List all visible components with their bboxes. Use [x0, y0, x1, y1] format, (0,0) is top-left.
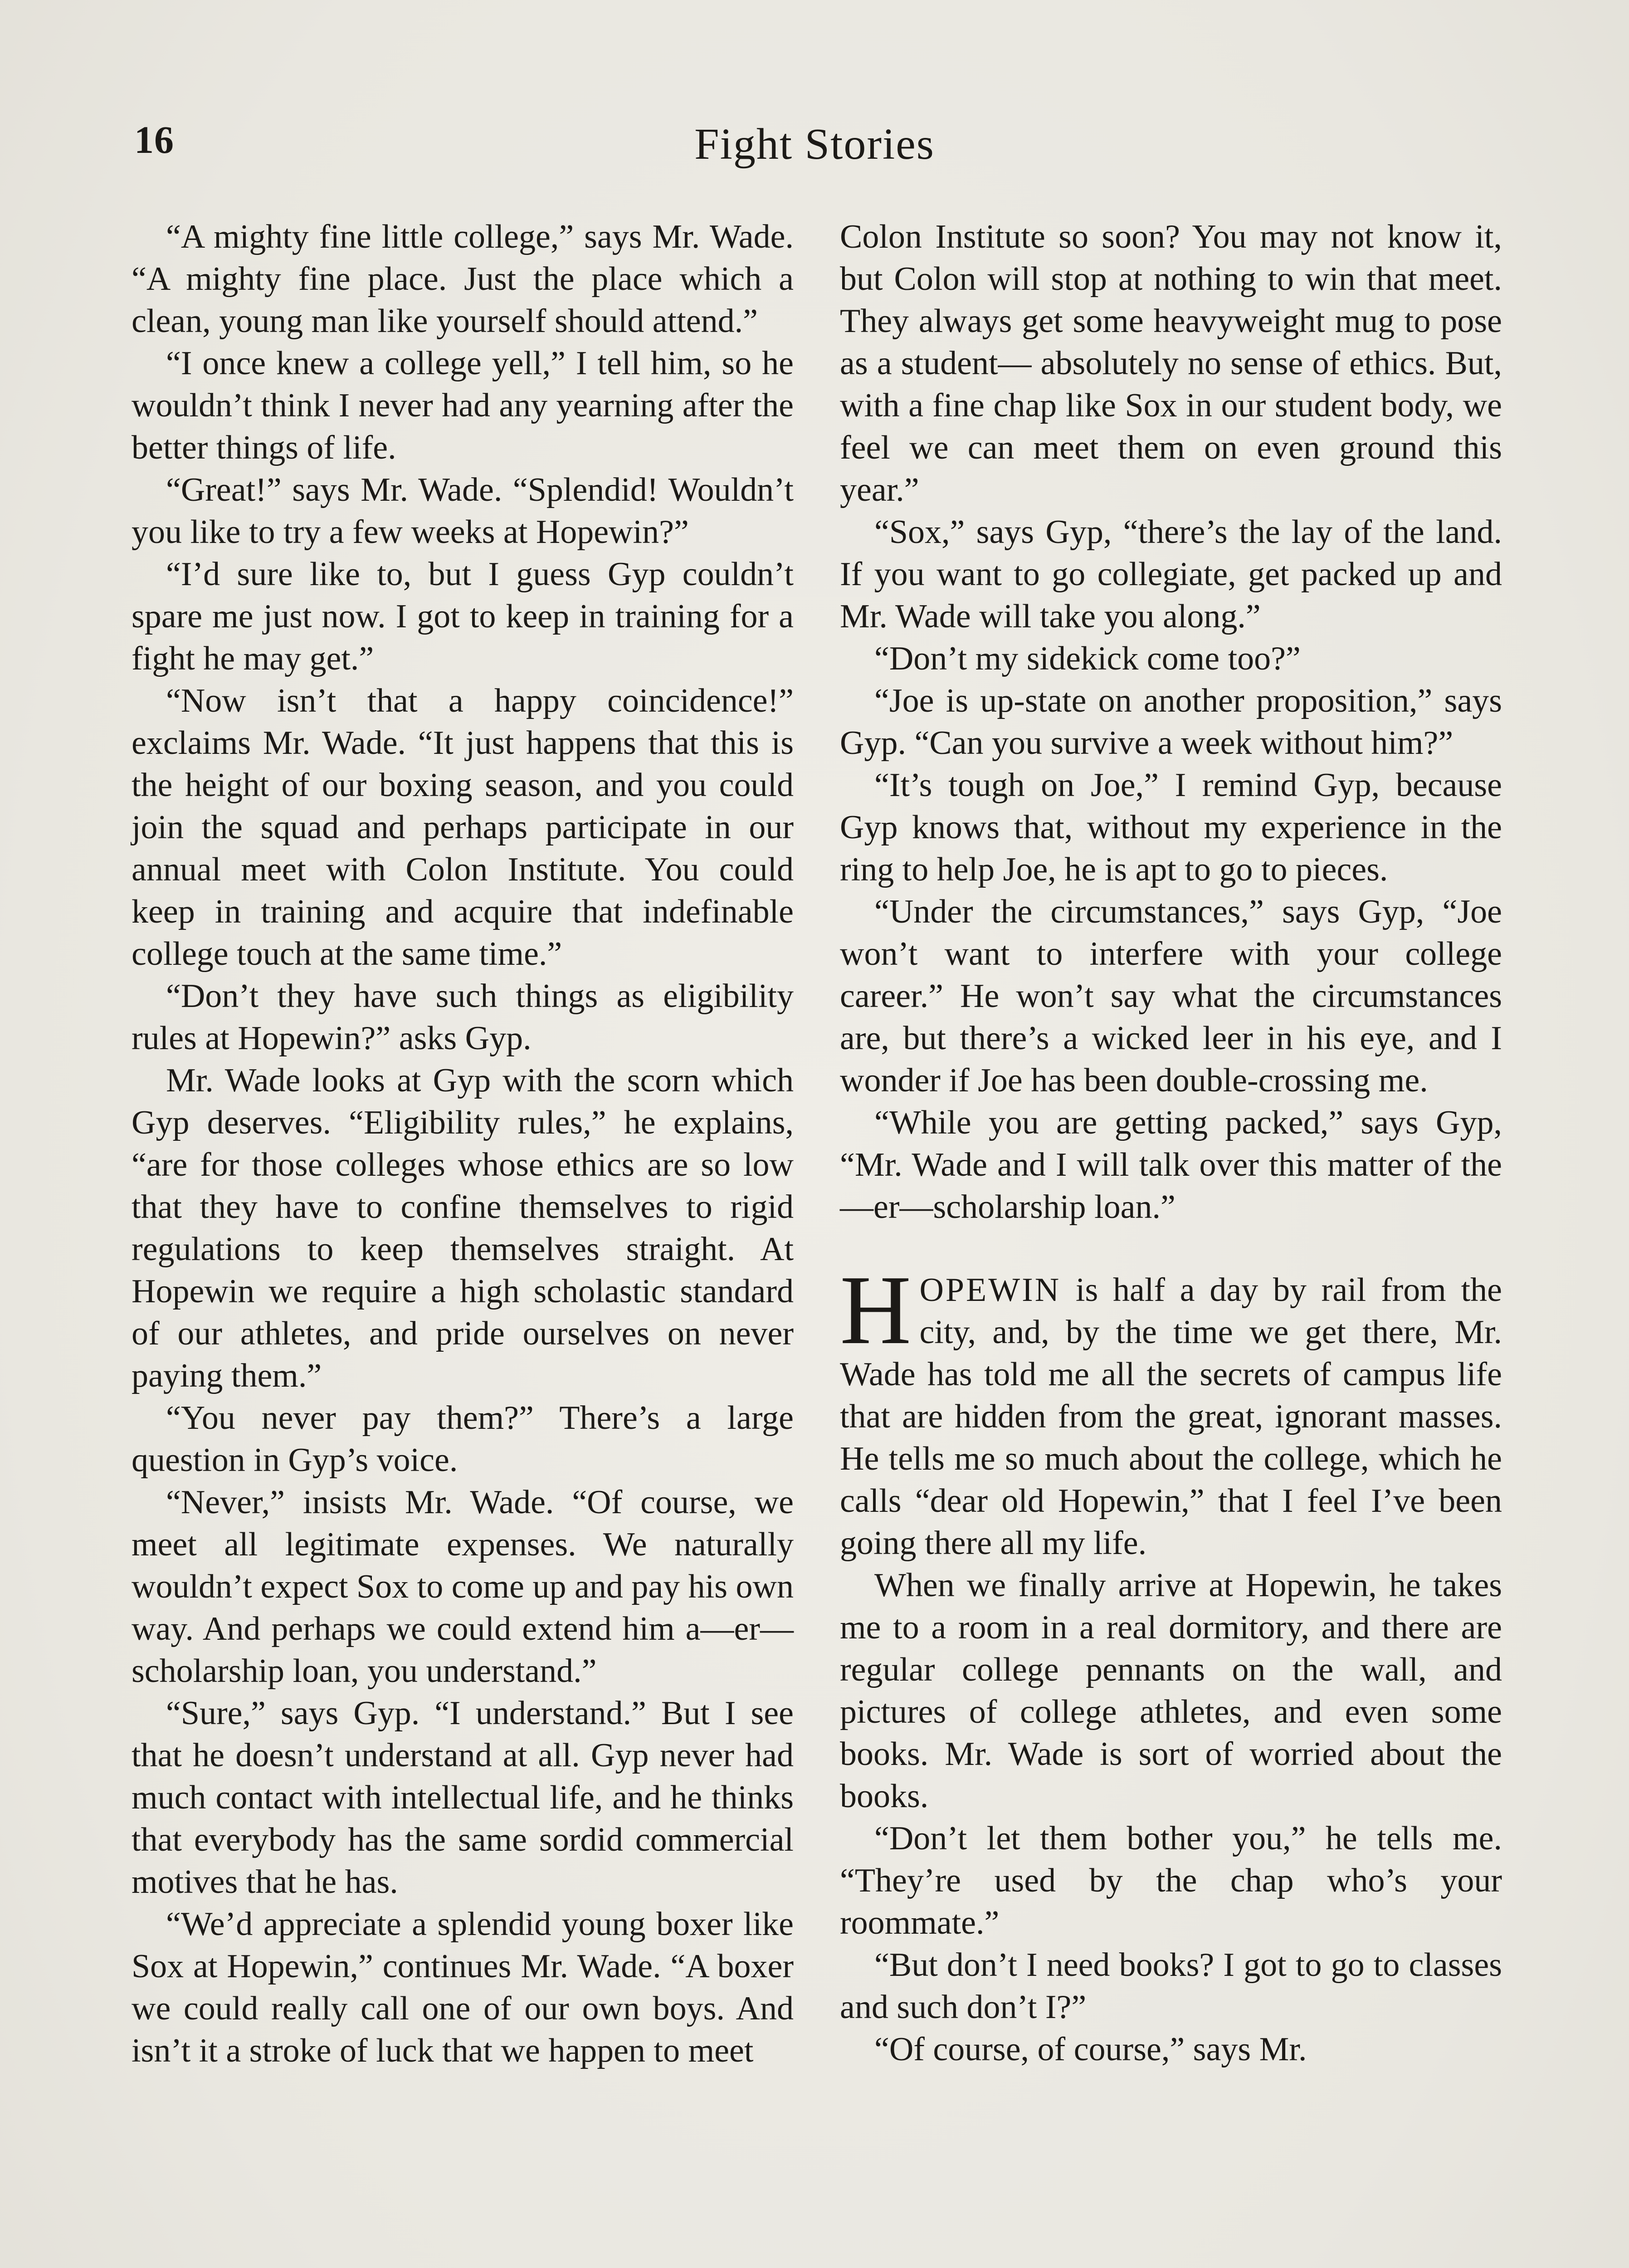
- paragraph: “Don’t my sidekick come too?”: [874, 640, 1301, 677]
- paragraph: Colon Institute so soon? You may not know it, but Colon will stop at nothing to win that meet. They always get some heavyweight mug to pose as a student— absolutely no sense of ethics. But, with a fine chap like Sox in our student body, we feel we can meet them on even ground this year.”: [840, 218, 1502, 508]
- paragraph: “Don’t let them bother you,” he tells me. “They’re used by the chap who’s your roommate.”: [840, 1820, 1502, 1941]
- paragraph: “Now isn’t that a happy coincidence!” exclaims Mr. Wade. “It just happens that this is the height of our boxing season, and you could join the squad and perhaps participate in our annual meet with Colon Institute. You could keep in training and acquire that indefinable college touch at the same time.”: [132, 682, 794, 973]
- paragraph: “Under the circumstances,” says Gyp, “Joe won’t want to interfere with your college career.” He won’t say what the circumstances are, but there’s a wicked leer in his eye, and I wonder if Joe has been double-crossing me.: [840, 893, 1502, 1099]
- paragraph: “Never,” insists Mr. Wade. “Of course, we meet all legitimate expenses. We naturally wouldn’t expect Sox to come up and pay his own way. And perhaps we could extend him a—er— scholarship loan, you understand.”: [132, 1484, 794, 1690]
- paragraph: “We’d appreciate a splendid young boxer like Sox at Hopewin,” continues Mr. Wade. “A boxer we could really call one of our own boys. And isn’t it a stroke of luck that we happen to meet: [132, 1906, 794, 2069]
- drop-cap: H: [840, 1256, 912, 1365]
- paragraph: “But don’t I need books? I got to go to classes and such don’t I?”: [840, 1946, 1502, 2026]
- paragraph: “It’s tough on Joe,” I remind Gyp, because Gyp knows that, without my experience in the ring to help Joe, he is apt to go to pieces.: [840, 767, 1502, 888]
- paragraph: “Joe is up-state on another proposition,” says Gyp. “Can you survive a week without him?”: [840, 682, 1502, 762]
- paragraph: “Don’t they have such things as eligibility rules at Hopewin?” asks Gyp.: [132, 978, 794, 1057]
- paragraph: “While you are getting packed,” says Gyp, “Mr. Wade and I will talk over this matter of the—er—scholarship loan.”: [840, 1104, 1502, 1226]
- page-number: 16: [134, 118, 174, 161]
- paragraph-text: is half a day by rail from the city, and, by the time we get there, Mr. Wade has told me all the secrets of campus life that are hidden from the great, ignorant masses. He tells me so much about the college, which he calls “dear old Hopewin,” that I feel I’ve been going there all my life.: [840, 1271, 1502, 1562]
- section-opening-paragraph: [840, 1256, 1502, 1564]
- paragraph: “Sox,” says Gyp, “there’s the lay of the land. If you want to go collegiate, get packed up and Mr. Wade will take you along.”: [840, 513, 1502, 635]
- paragraph: “A mighty fine little college,” says Mr. Wade. “A mighty fine place. Just the place which a clean, young man like yourself should attend.”: [132, 218, 794, 340]
- paragraph: “I’d sure like to, but I guess Gyp couldn’t spare me just now. I got to keep in training for a fight he may get.”: [132, 556, 794, 677]
- paragraph: “Sure,” says Gyp. “I understand.” But I see that he doesn’t understand at all. Gyp never had much contact with intellectual life, and he thinks that everybody has the same sordid commercial motives that he has.: [132, 1695, 794, 1901]
- paragraph: “You never pay them?” There’s a large question in Gyp’s voice.: [132, 1399, 794, 1479]
- paragraph: When we finally arrive at Hopewin, he takes me to a room in a real dormitory, and there are regular college pennants on the wall, and pictures of college athletes, and even some books. Mr. Wade is sort of worried about the books.: [840, 1567, 1502, 1815]
- paragraph: Mr. Wade looks at Gyp with the scorn which Gyp deserves. “Eligibility rules,” he explains, “are for those colleges whose ethics are so low that they have to confine themselves to rigid regulations to keep themselves straight. At Hopewin we require a high scholastic standard of our athletes, and pride ourselves on never paying them.”: [132, 1062, 794, 1394]
- paragraph: “Of course, of course,” says Mr.: [874, 2031, 1307, 2068]
- left-column: [132, 216, 794, 2072]
- right-column: [840, 216, 1502, 2071]
- paragraph: “I once knew a college yell,” I tell him, so he wouldn’t think I never had any yearning after the better things of life.: [132, 345, 794, 466]
- small-caps-lead: OPEWIN: [919, 1271, 1061, 1309]
- running-head: Fight Stories: [694, 120, 935, 169]
- paragraph: “Great!” says Mr. Wade. “Splendid! Wouldn’t you like to try a few weeks at Hopewin?”: [132, 471, 794, 551]
